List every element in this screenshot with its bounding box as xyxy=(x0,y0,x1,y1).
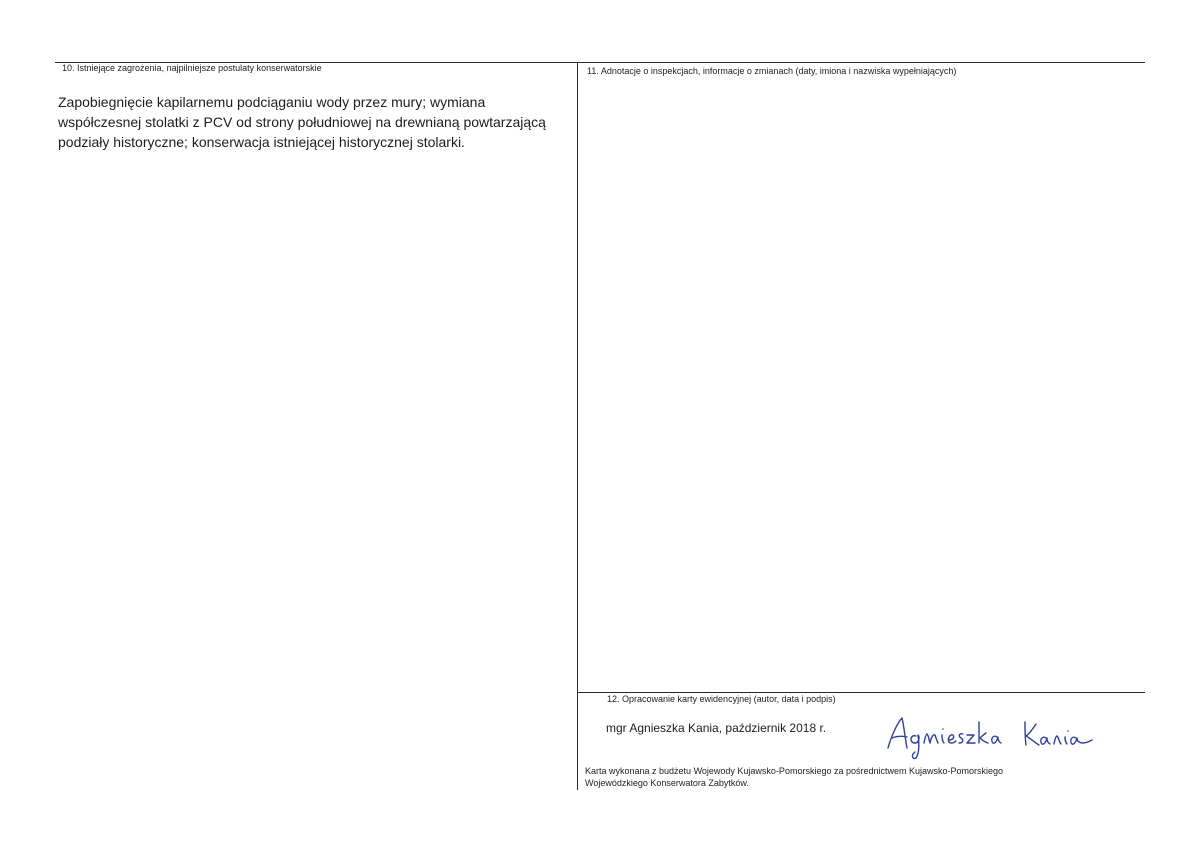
section-12-rule xyxy=(577,692,1145,693)
section-10-heading: 10. Istniejące zagrożenia, najpilniejsze postulaty konserwatorskie xyxy=(62,63,322,73)
section-10-content: Zapobiegnięcie kapilarnemu podciąganiu wody przez mury; wymiana współczesnej stolatki z PCV od strony południowej na drewnianą powtarzającą podziały historyczne; konserwacja istniejącej historycznej stolarki. xyxy=(58,94,546,150)
author-line: mgr Agnieszka Kania, październik 2018 r. xyxy=(606,721,827,735)
signature-drawing xyxy=(880,712,1100,762)
signature xyxy=(880,712,1100,762)
section-11-heading: 11. Adnotacje o inspekcjach, informacje o zmianach (daty, imiona i nazwiska wypełniających) xyxy=(587,66,957,76)
funding-note-line-1: Karta wykonana z budżetu Wojewody Kujawsko-Pomorskiego za pośrednictwem Kujawsko-Pomorskiego xyxy=(585,766,1004,776)
column-divider xyxy=(577,62,578,790)
funding-note-line-2: Wojewódzkiego Konserwatora Zabytków. xyxy=(585,778,749,788)
section-12-heading: 12. Opracowanie karty ewidencyjnej (autor, data i podpis) xyxy=(607,694,836,704)
